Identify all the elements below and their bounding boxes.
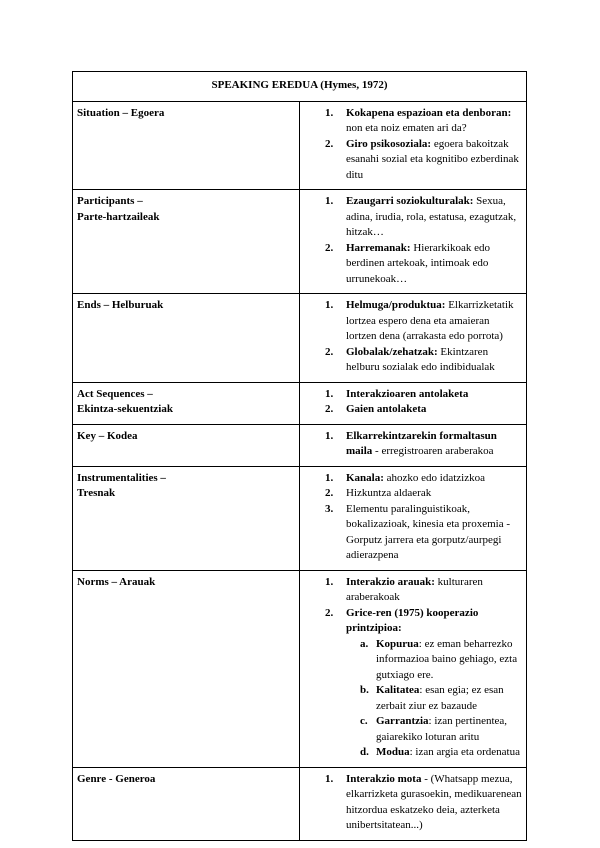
list-number: 2. — [325, 345, 334, 358]
item-term: Kanala: — [346, 471, 384, 484]
row-content — [300, 767, 527, 840]
row-label — [73, 466, 300, 570]
sub-list-letter: d. — [360, 746, 369, 758]
item-text: Sexua, adina, irudia, rola, estatusa, ezagutzak, hitzak… — [346, 195, 517, 238]
list-number: 1. — [325, 195, 334, 207]
list-number: 2. — [325, 137, 334, 150]
sub-list-item — [304, 714, 522, 745]
row-label — [73, 294, 300, 383]
row-label — [73, 382, 300, 424]
list-number: 1. — [325, 387, 334, 400]
row-label-line: Participants – — [77, 195, 143, 207]
list-item — [304, 471, 522, 487]
list-number: 1. — [325, 575, 334, 588]
item-text: Ekintzaren helburu sozialak edo indibidualak — [346, 345, 495, 373]
table-row — [73, 767, 527, 840]
sub-list-item — [304, 745, 522, 761]
table-row — [73, 294, 527, 383]
item-text: egoera bakoitzak esanahi sozial eta kognitibo ezberdinak ditu — [346, 137, 519, 181]
sub-list-letter: c. — [360, 715, 368, 727]
list-number: 2. — [325, 487, 334, 499]
list-number: 1. — [325, 106, 334, 119]
list-item — [304, 298, 522, 345]
item-text: : esan egia; ez esan zerbait ziur ez bazaude — [376, 684, 504, 712]
item-term: Elkarrekintzarekin formaltasun maila — [346, 429, 497, 457]
list-number: 1. — [325, 772, 334, 785]
list-number: 2. — [325, 241, 334, 254]
list-item — [304, 486, 522, 502]
row-label-line: Tresnak — [77, 487, 116, 499]
table-row — [73, 190, 527, 294]
row-label-line: Norms – Arauak — [77, 575, 156, 588]
item-term: Harremanak: — [346, 241, 411, 254]
item-term: Gaien antolaketa — [346, 403, 427, 415]
sub-list-item — [304, 637, 522, 684]
list-item — [304, 106, 522, 137]
row-label-line: Parte-hartzaileak — [77, 210, 160, 223]
table-row — [73, 570, 527, 767]
item-term: Garrantzia — [376, 715, 429, 727]
list-item — [304, 345, 522, 376]
row-label — [73, 767, 300, 840]
item-term: Interakzioaren antolaketa — [346, 387, 469, 400]
list-number: 2. — [325, 403, 334, 415]
item-text: : ez eman beharrezko informazioa baino gehiago, ezta gutxiago ere. — [376, 637, 518, 681]
row-content — [300, 190, 527, 294]
row-content — [300, 466, 527, 570]
row-label — [73, 570, 300, 767]
row-label — [73, 424, 300, 466]
row-label-line: Instrumentalities – — [77, 471, 166, 484]
row-content — [300, 294, 527, 383]
item-term: Globalak/zehatzak: — [346, 345, 438, 358]
list-number: 3. — [325, 502, 334, 515]
list-item — [304, 429, 522, 460]
row-label — [73, 101, 300, 190]
table-row — [73, 382, 527, 424]
list-item — [304, 194, 522, 241]
item-text: : izan argia eta ordenatua — [409, 746, 520, 758]
list-number: 1. — [325, 429, 334, 442]
item-term: Kalitatea — [376, 684, 420, 696]
item-term: Modua — [376, 746, 410, 758]
item-term: Grice-ren (1975) kooperazio printzipioa: — [346, 606, 479, 634]
row-label-line: Act Sequences – — [77, 387, 153, 400]
table-title: SPEAKING EREDUA (Hymes, 1972) — [73, 72, 527, 102]
table-row — [73, 466, 527, 570]
item-term: Interakzio mota — [346, 772, 422, 785]
row-label-line: Ends – Helburuak — [77, 299, 164, 311]
item-text: - erregistroaren araberakoa — [372, 445, 494, 457]
sub-list-letter: a. — [360, 637, 369, 650]
row-content — [300, 382, 527, 424]
item-text: Hizkuntza aldaerak — [346, 487, 432, 499]
item-text: - (Whatsapp mezua, elkarrizketa gurasoekin, medikuarenean hitzordua eskatzeko deia, azterketa unibertsitatean...) — [346, 772, 522, 831]
row-content — [300, 570, 527, 767]
item-term: Kokapena espazioan eta denboran: — [346, 106, 512, 119]
row-label-line: Key – Kodea — [77, 429, 138, 442]
sub-list-item — [304, 683, 522, 714]
table-row — [73, 424, 527, 466]
list-number: 1. — [325, 471, 334, 484]
item-text: non eta noiz ematen ari da? — [346, 122, 467, 134]
list-item — [304, 772, 522, 834]
item-term: Ezaugarri soziokulturalak: — [346, 195, 474, 207]
item-term: Giro psikosoziala: — [346, 137, 432, 150]
list-number: 2. — [325, 606, 334, 619]
item-text: Hierarkikoak edo berdinen artekoak, intimoak edo urrunekoak… — [346, 241, 490, 285]
table-row — [73, 101, 527, 190]
list-item — [304, 606, 522, 637]
speaking-model-table — [72, 71, 527, 841]
row-label-line: Situation – Egoera — [77, 106, 165, 119]
list-item — [304, 137, 522, 184]
item-term: Helmuga/produktua: — [346, 299, 446, 311]
list-number: 1. — [325, 299, 334, 311]
list-item — [304, 502, 522, 564]
row-label-line: Ekintza-sekuentziak — [77, 403, 173, 415]
list-item — [304, 241, 522, 288]
item-text: Elkarrizketatik lortzea espero dena eta amaieran lortzen dena (arrakasta edo porrota) — [346, 299, 514, 342]
item-text: ahozko edo idatzizkoa — [383, 471, 486, 484]
item-term: Interakzio arauak: — [346, 575, 435, 588]
row-label-line: Genre - Generoa — [77, 772, 156, 785]
item-text: kulturaren araberakoak — [346, 575, 483, 603]
item-term: Kopurua — [376, 637, 419, 650]
list-item — [304, 387, 522, 403]
row-content — [300, 424, 527, 466]
item-text: Elementu paralinguistikoak, bokalizazioak, kinesia eta proxemia - Gorputz jarrera eta gorputz/aurpegi adierazpena — [346, 502, 511, 561]
sub-list-letter: b. — [360, 684, 369, 696]
item-text: : izan pertinentea, gaiarekiko loturan aritu — [376, 715, 508, 743]
document — [72, 71, 527, 841]
row-label — [73, 190, 300, 294]
list-item — [304, 575, 522, 606]
table-header-row — [73, 72, 527, 102]
row-content — [300, 101, 527, 190]
list-item — [304, 402, 522, 418]
